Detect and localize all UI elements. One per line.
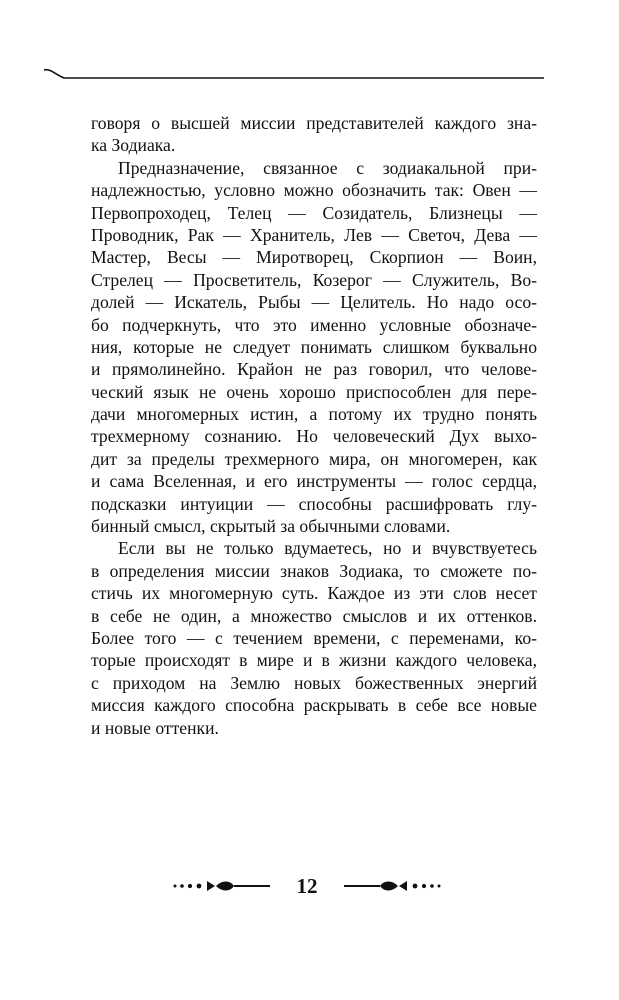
text-line: дачи многомерных истин, а потому их трудно понять — [91, 404, 537, 425]
text-line: дит за пределы трехмерного мира, он многомерен, как — [91, 448, 537, 469]
text-line: Мастер, Весы — Миротворец, Скорпион — Воин, — [91, 247, 537, 268]
text-line: трехмерному сознанию. Но человеческий Дух выхо- — [91, 426, 537, 447]
text-line: Проводник, Рак — Хранитель, Лев — Светоч, Дева — — [91, 224, 537, 245]
text-line: Более того — с течением времени, с переменами, ко- — [91, 627, 537, 648]
text-line: Первопроходец, Телец — Созидатель, Близнецы — — [91, 202, 537, 223]
page-footer — [172, 873, 442, 899]
text-line: подсказки интуиции — способны расшифровать глу- — [91, 493, 537, 514]
text-line: и новые оттенки. — [91, 717, 219, 738]
text-line: бо подчеркнуть, что это именно условные обозначе- — [91, 314, 537, 335]
text-line: Стрелец — Просветитель, Козерог — Служитель, Во- — [91, 269, 537, 290]
text-line: с приходом на Землю новых божественных энергий — [91, 672, 537, 693]
text-line: говоря о высшей миссии представителей каждого зна- — [91, 113, 537, 133]
text-line: надлежностью, условно можно обозначить так: Овен — — [91, 180, 537, 201]
text-line: бинный смысл, скрытый за обычными словами. — [91, 516, 451, 537]
text-line: торые происходят в мире и в жизни каждого человека, — [91, 650, 537, 671]
text-line: ческий язык не очень хорошо приспособлен для пере- — [91, 381, 537, 402]
text-line: в определения миссии знаков Зодиака, то сможете по- — [91, 560, 537, 581]
paragraph-first-line: Предназначение, связанное с зодиакальной при- — [118, 157, 537, 178]
text-line: в себе не один, а множество смыслов и их оттенков. — [91, 605, 537, 626]
text-line: и прямолинейно. Крайон не раз говорил, что челове- — [91, 359, 537, 380]
text-line: ка Зодиака. — [91, 135, 176, 156]
header-rule-ornament — [44, 66, 544, 86]
text-line: стичь их многомерную суть. Каждое из эти слов несет — [91, 583, 537, 604]
paragraph-first-line: Если вы не только вдумаетесь, но и вчувствуетесь — [118, 538, 537, 559]
right-ornament-icon — [342, 877, 442, 895]
body-text — [91, 112, 537, 739]
text-line: и сама Вселенная, и его инструменты — голос сердца, — [91, 471, 537, 492]
text-line: долей — Искатель, Рыбы — Целитель. Но надо осо- — [91, 292, 537, 313]
page-number: 12 — [296, 874, 318, 898]
text-line: ния, которые не следует понимать слишком буквально — [91, 336, 537, 357]
text-line: миссия каждого способна раскрывать в себе все новые — [91, 695, 537, 716]
